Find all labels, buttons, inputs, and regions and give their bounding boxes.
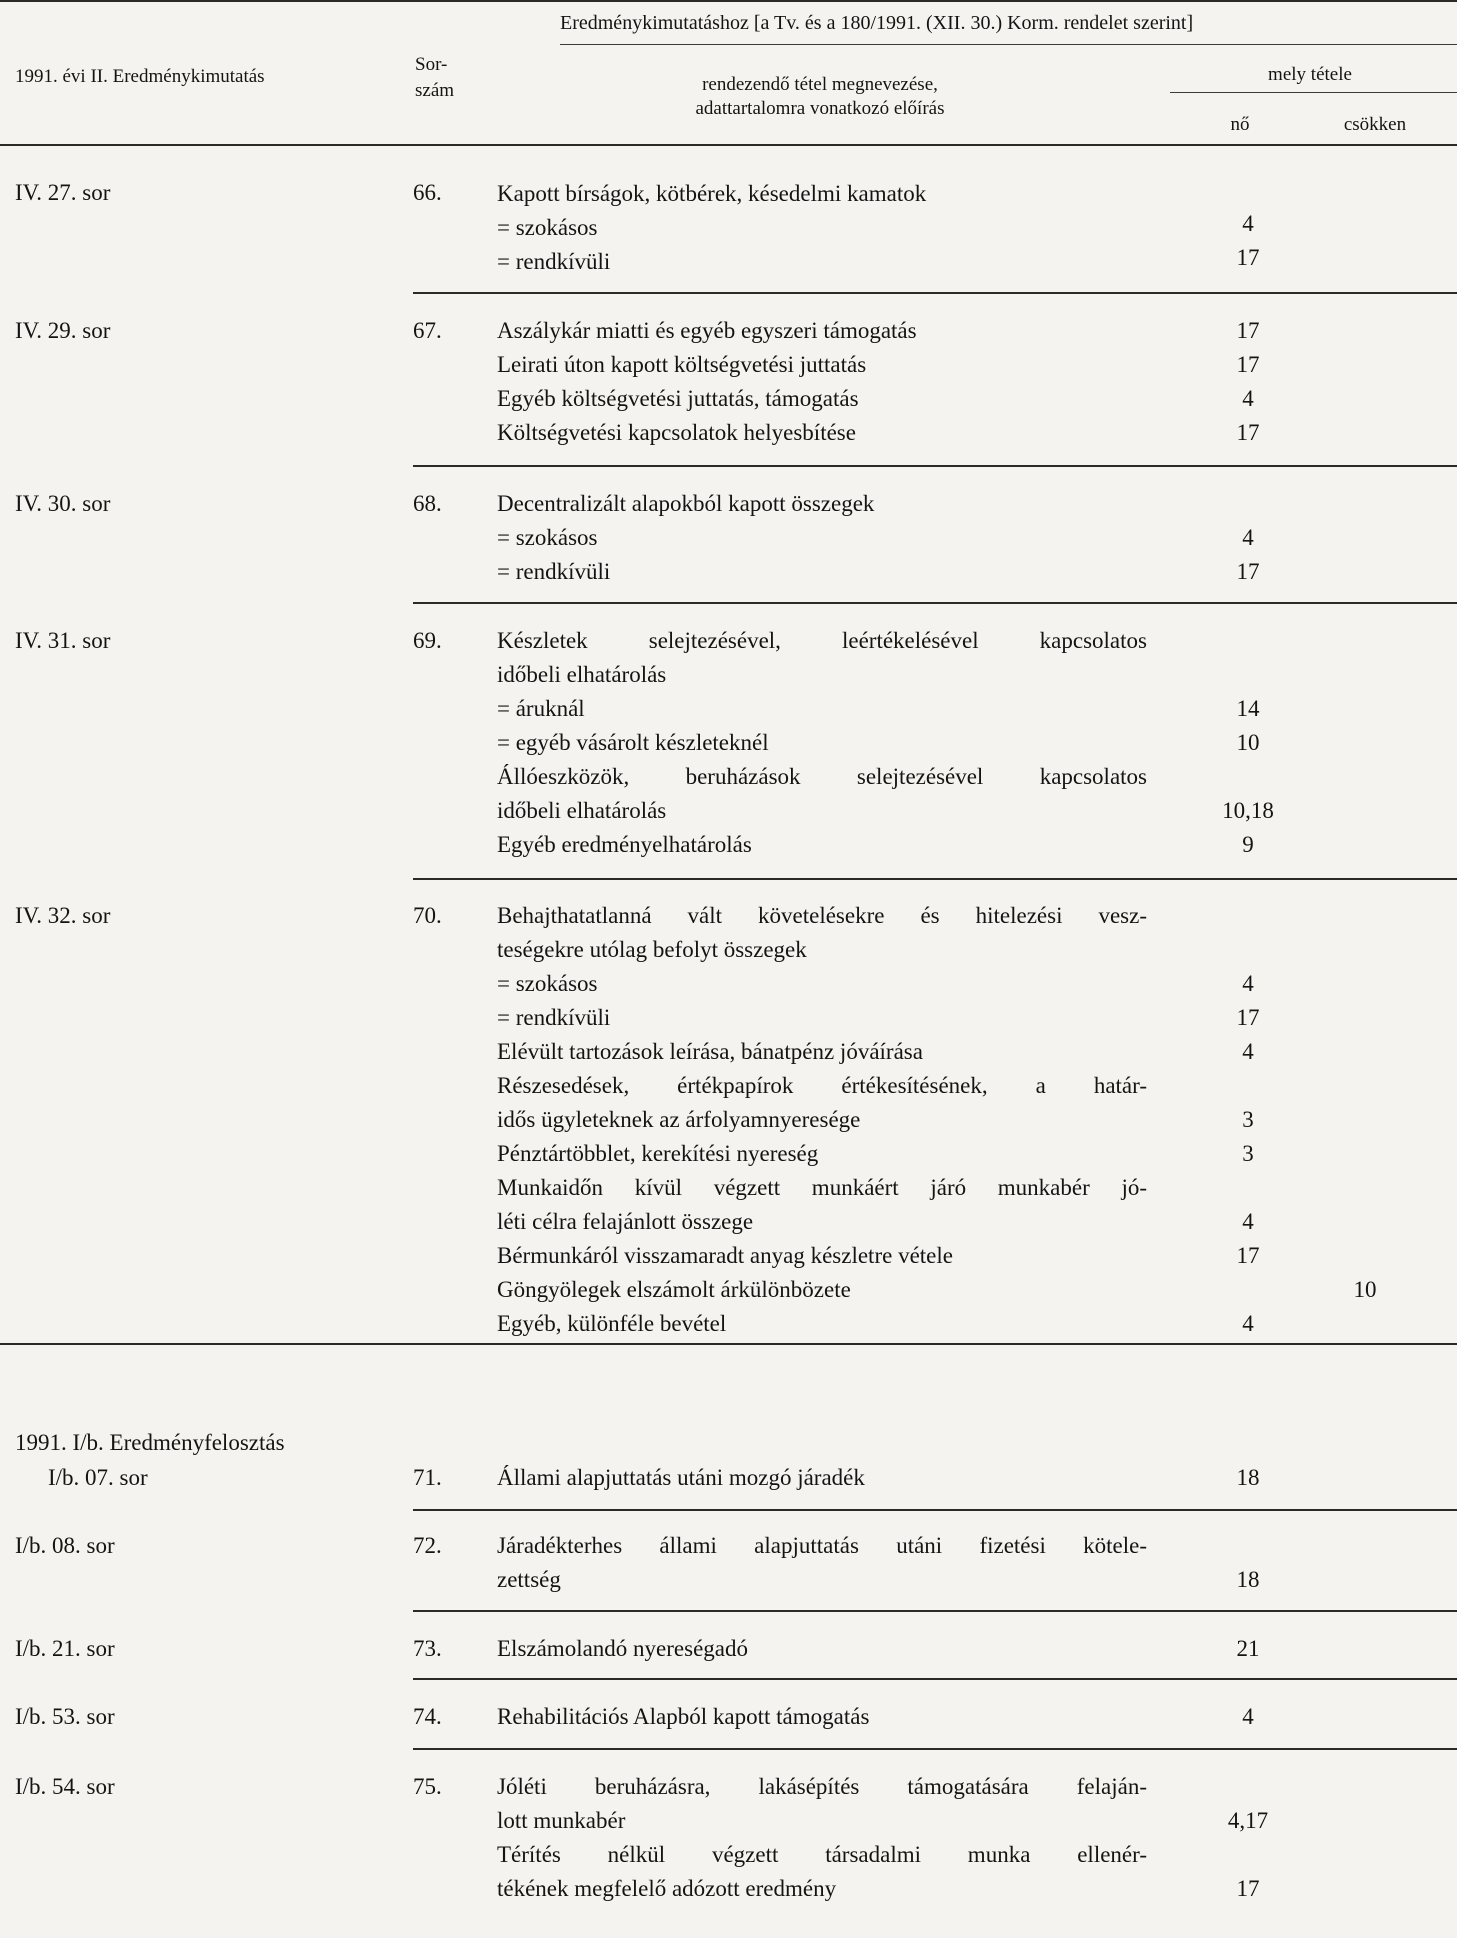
section-title: 1991. I/b. Eredményfelosztás	[15, 1430, 285, 1455]
value-no: 4	[1242, 971, 1254, 996]
row-description	[497, 177, 1147, 279]
row-description	[497, 1700, 1147, 1734]
row-separator	[413, 1678, 1457, 1680]
value-no: 9	[1242, 832, 1254, 857]
value-no: 21	[1236, 1636, 1260, 1661]
row-ref: I/b. 21. sor	[15, 1636, 115, 1661]
row-line: Munkaidőn kívül végzett munkáért járó munkabér jó-	[497, 1175, 1147, 1200]
row-description	[497, 1461, 1147, 1495]
row-number: 68.	[413, 491, 442, 516]
row-line: Költségvetési kapcsolatok helyesbítése	[497, 420, 856, 445]
row-line: zettség	[497, 1567, 561, 1592]
row-ref: I/b. 53. sor	[15, 1704, 115, 1729]
value-no: 17	[1236, 559, 1260, 584]
row-description	[497, 1529, 1147, 1597]
value-no: 4	[1242, 1209, 1254, 1234]
row-line: Egyéb eredményelhatárolás	[497, 832, 752, 857]
row-line: Részesedések, értékpapírok értékesítésének, a határ-	[497, 1073, 1147, 1098]
row-line: Járadékterhes állami alapjuttatás utáni fizetési kötele-	[497, 1533, 1147, 1558]
row-number: 67.	[413, 318, 442, 343]
row-line: Elszámolandó nyereségadó	[497, 1636, 748, 1661]
value-no: 4	[1242, 1704, 1254, 1729]
row-line: teségekre utólag befolyt összegek	[497, 937, 807, 962]
row-number: 75.	[413, 1774, 442, 1799]
value-no: 10	[1236, 730, 1260, 755]
header-title-rule	[560, 44, 1457, 45]
header-col-desc-2: adattartalomra vonatkozó előírás	[695, 98, 945, 119]
row-line: Pénztártöbblet, kerekítési nyereség	[497, 1141, 819, 1166]
row-line: Bérmunkáról visszamaradt anyag készletre vétele	[497, 1243, 953, 1268]
row-line: = egyéb vásárolt készleteknél	[497, 730, 769, 755]
value-no: 4	[1242, 1311, 1254, 1336]
header-col-left: 1991. évi II. Eredménykimutatás	[15, 66, 265, 87]
row-description	[497, 1770, 1147, 1906]
value-no: 18	[1236, 1465, 1260, 1490]
row-line: Állami alapjuttatás utáni mozgó járadék	[497, 1465, 865, 1490]
row-number: 69.	[413, 628, 442, 653]
row-line: Kapott bírságok, kötbérek, késedelmi kamatok	[497, 181, 927, 206]
row-ref: IV. 31. sor	[15, 628, 111, 653]
row-number: 70.	[413, 903, 442, 928]
row-line: időbeli elhatárolás	[497, 662, 667, 687]
header-col-sorszam-2: szám	[415, 80, 455, 101]
row-line: Egyéb költségvetési juttatás, támogatás	[497, 386, 859, 411]
row-number: 73.	[413, 1636, 442, 1661]
header-mely-rule	[1170, 92, 1457, 93]
row-description	[497, 314, 1147, 450]
row-ref: IV. 30. sor	[15, 491, 111, 516]
value-no: 14	[1236, 696, 1260, 721]
value-no: 17	[1236, 245, 1260, 270]
value-no: 17	[1236, 420, 1260, 445]
value-csokken: 10	[1353, 1277, 1377, 1302]
row-line: tékének megfelelő adózott eredmény	[497, 1876, 837, 1901]
header-col-sorszam-1: Sor-	[415, 54, 448, 75]
value-no: 17	[1236, 318, 1260, 343]
row-separator	[413, 1509, 1457, 1511]
row-line: Állóeszközök, beruházások selejtezésével kapcsolatos	[497, 764, 1147, 789]
row-ref: IV. 32. sor	[15, 903, 111, 928]
row-line: = rendkívüli	[497, 559, 611, 584]
row-line: idős ügyleteknek az árfolyamnyeresége	[497, 1107, 861, 1132]
row-description	[497, 487, 1147, 589]
row-line: Rehabilitációs Alapból kapott támogatás	[497, 1704, 870, 1729]
section-separator	[0, 1343, 1457, 1345]
value-no: 17	[1236, 352, 1260, 377]
value-no: 4	[1242, 525, 1254, 550]
value-no: 17	[1236, 1243, 1260, 1268]
top-rule	[0, 0, 1457, 2]
row-ref: I/b. 07. sor	[48, 1465, 148, 1490]
value-no: 3	[1242, 1107, 1254, 1132]
row-separator	[413, 292, 1457, 294]
row-line: Behajthatatlanná vált követelésekre és hitelezési vesz-	[497, 903, 1147, 928]
value-no: 4	[1242, 211, 1254, 236]
header-col-mely: mely tétele	[1268, 64, 1352, 85]
value-no: 3	[1242, 1141, 1254, 1166]
header-bottom-rule	[0, 144, 1457, 146]
row-line: = rendkívüli	[497, 1005, 611, 1030]
row-separator	[413, 602, 1457, 604]
value-no: 17	[1236, 1876, 1260, 1901]
row-line: = szokásos	[497, 971, 598, 996]
row-number: 74.	[413, 1704, 442, 1729]
row-line: Decentralizált alapokból kapott összegek	[497, 491, 875, 516]
row-line: Térítés nélkül végzett társadalmi munka ellenér-	[497, 1842, 1147, 1867]
row-ref: IV. 29. sor	[15, 318, 111, 343]
row-line: = szokásos	[497, 215, 598, 240]
row-line: Göngyölegek elszámolt árkülönbözete	[497, 1277, 851, 1302]
value-no: 17	[1236, 1005, 1260, 1030]
row-number: 66.	[413, 180, 442, 205]
row-separator	[413, 465, 1457, 467]
header-col-desc-1: rendezendő tétel megnevezése,	[702, 74, 938, 95]
row-line: Leirati úton kapott költségvetési juttatás	[497, 352, 867, 377]
value-no: 4	[1242, 1039, 1254, 1064]
row-description	[497, 1632, 1147, 1666]
row-line: = rendkívüli	[497, 249, 611, 274]
row-number: 72.	[413, 1533, 442, 1558]
row-ref: I/b. 08. sor	[15, 1533, 115, 1558]
row-line: lott munkabér	[497, 1808, 626, 1833]
row-line: Készletek selejtezésével, leértékelésével kapcsolatos	[497, 628, 1147, 653]
row-line: Aszálykár miatti és egyéb egyszeri támogatás	[497, 318, 917, 343]
row-description	[497, 624, 1147, 862]
row-ref: I/b. 54. sor	[15, 1774, 115, 1799]
value-no: 4,17	[1227, 1808, 1269, 1833]
header-col-csokken: csökken	[1343, 114, 1407, 135]
row-line: Elévült tartozások leírása, bánatpénz jóváírása	[497, 1039, 923, 1064]
row-separator	[413, 1748, 1457, 1750]
row-number: 71.	[413, 1465, 442, 1490]
row-line: = áruknál	[497, 696, 585, 721]
value-no: 18	[1236, 1567, 1260, 1592]
value-no: 4	[1242, 386, 1254, 411]
row-description	[497, 899, 1147, 1341]
row-line: időbeli elhatárolás	[497, 798, 667, 823]
row-line: Jóléti beruházásra, lakásépítés támogatására felaján-	[497, 1774, 1147, 1799]
header-col-no: nő	[1230, 114, 1250, 135]
row-line: = szokásos	[497, 525, 598, 550]
row-line: Egyéb, különféle bevétel	[497, 1311, 727, 1336]
header-title: Eredménykimutatáshoz [a Tv. és a 180/1991. (XII. 30.) Korm. rendelet szerint]	[560, 12, 1194, 34]
row-ref: IV. 27. sor	[15, 180, 111, 205]
value-no: 10,18	[1222, 798, 1274, 823]
row-separator	[413, 1610, 1457, 1612]
row-separator	[413, 878, 1457, 880]
row-line: léti célra felajánlott összege	[497, 1209, 754, 1234]
